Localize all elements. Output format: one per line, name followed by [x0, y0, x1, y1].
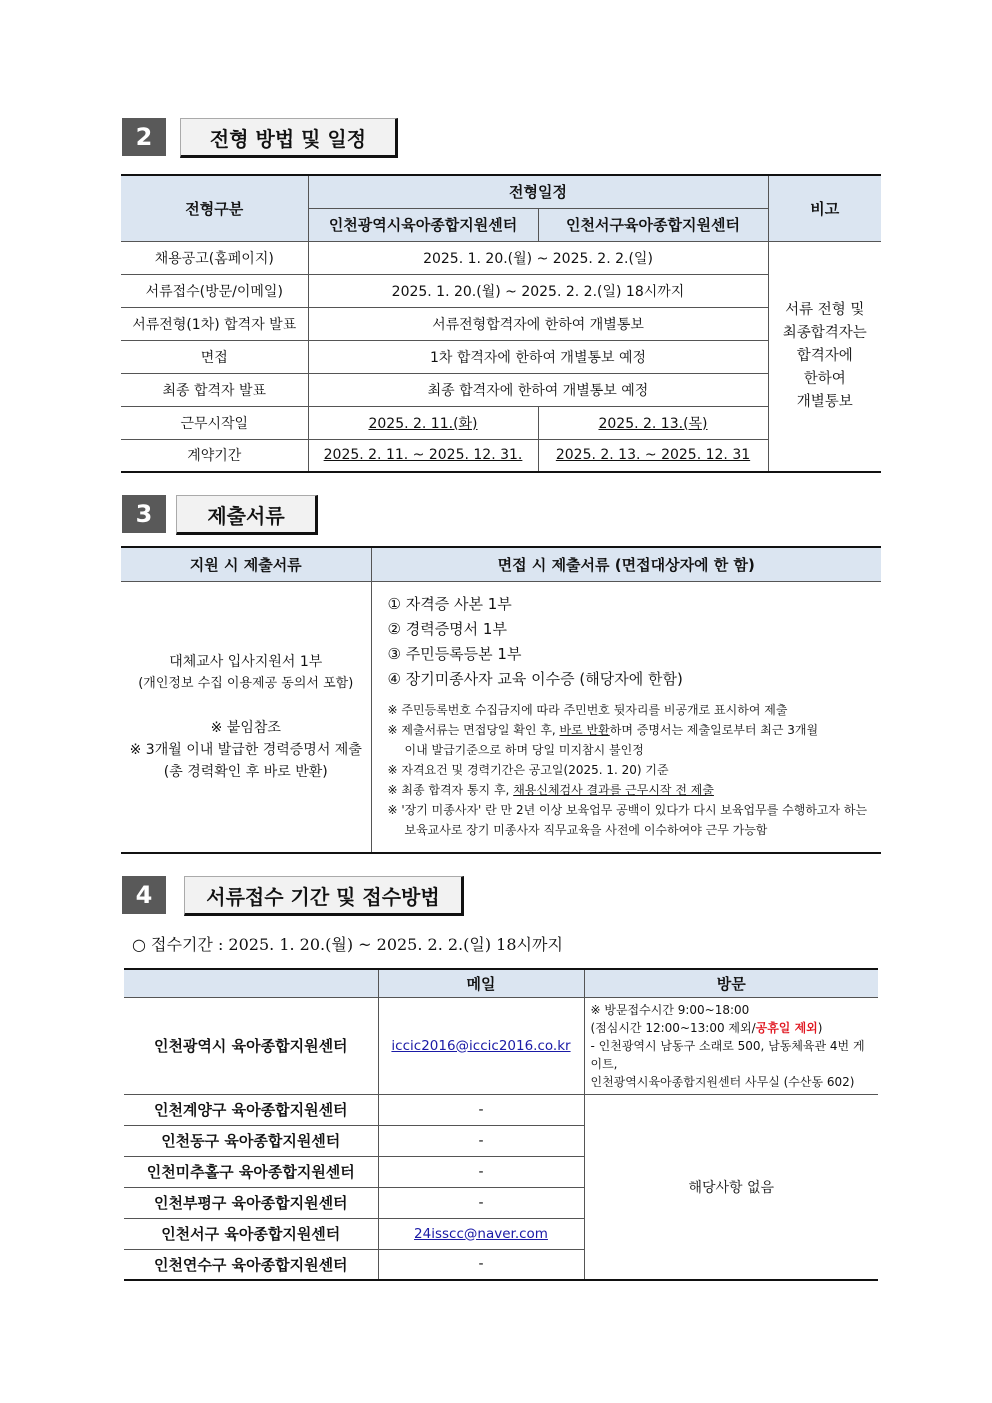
note-line: ※ 자격요건 및 경력기간은 공고일(2025. 1. 20) 기준 — [387, 762, 669, 777]
mail-link[interactable]: iccic2016@iccic2016.co.kr — [391, 1037, 571, 1054]
mail-link[interactable]: 24isscc@naver.com — [414, 1225, 548, 1242]
remark-line: 서류 전형 및 — [785, 301, 865, 318]
start-date-center2: 2025. 2. 13.(목) — [538, 406, 768, 439]
row-schedule: 최종 합격자에 한하여 개별통보 예정 — [308, 373, 768, 406]
table-row — [124, 997, 878, 1094]
section-title: 전형 방법 및 일정 — [180, 118, 398, 158]
apply-doc-line: (개인정보 수집 이용제공 동의서 포함) — [138, 675, 354, 691]
note-line: 보육교사로 장기 미종사자 직무교육을 사전에 이수하여야 근무 가능함 — [404, 822, 768, 837]
remark-cell — [768, 241, 881, 472]
center-name: 인천부평구 육아종합지원센터 — [124, 1187, 378, 1218]
contract-center1: 2025. 2. 11. ~ 2025. 12. 31. — [308, 439, 538, 472]
header-type: 전형구분 — [121, 175, 308, 241]
section-title: 서류접수 기간 및 접수방법 — [184, 876, 464, 916]
doc-item: ② 경력증명서 1부 — [387, 619, 507, 638]
interview-docs-cell — [371, 581, 881, 853]
section-number: 3 — [122, 495, 166, 533]
mail-cell — [378, 1218, 584, 1249]
mail-value: - — [378, 1094, 584, 1125]
table-row — [121, 373, 881, 406]
center-name: 인천서구 육아종합지원센터 — [124, 1218, 378, 1249]
note-line: ※ 최종 합격자 통지 후, 채용신체검사 결과를 근무시작 전 제출 — [387, 782, 714, 797]
section-number: 4 — [122, 876, 166, 914]
header-empty — [124, 969, 378, 997]
doc-item: ③ 주민등록등본 1부 — [387, 644, 522, 663]
table-row — [121, 241, 881, 274]
row-type: 계약기간 — [121, 439, 308, 472]
row-schedule: 1차 합격자에 한하여 개별통보 예정 — [308, 340, 768, 373]
apply-doc-note: ※ 붙임참조 — [210, 719, 281, 736]
doc-item: ① 자격증 사본 1부 — [387, 594, 512, 613]
row-schedule: 서류전형합격자에 한하여 개별통보 — [308, 307, 768, 340]
header-center2: 인천서구육아종합지원센터 — [538, 208, 768, 241]
mail-value: - — [378, 1187, 584, 1218]
table-row — [121, 307, 881, 340]
table-row — [121, 406, 881, 439]
row-type: 최종 합격자 발표 — [121, 373, 308, 406]
table-row — [121, 274, 881, 307]
header-schedule: 전형일정 — [308, 175, 768, 208]
header-visit: 방문 — [584, 969, 878, 997]
remark-line: 한하여 — [803, 370, 846, 387]
note-line: ※ 주민등록번호 수집금지에 따라 주민번호 뒷자리를 비공개로 표시하여 제출 — [387, 702, 788, 717]
visit-line: - 인천광역시 남동구 소래로 500, 남동체육관 4번 게이트, — [590, 1038, 865, 1071]
section-title: 제출서류 — [176, 495, 318, 535]
table-row — [121, 439, 881, 472]
contract-center2: 2025. 2. 13. ~ 2025. 12. 31 — [538, 439, 768, 472]
mail-value: - — [378, 1249, 584, 1280]
row-schedule: 2025. 1. 20.(월) ~ 2025. 2. 2.(일) — [308, 241, 768, 274]
visit-line: (점심시간 12:00~13:00 제외/공휴일 제외) — [590, 1020, 823, 1035]
center-name: 인천동구 육아종합지원센터 — [124, 1125, 378, 1156]
documents-table — [121, 546, 881, 854]
row-type: 면접 — [121, 340, 308, 373]
table-row — [124, 1094, 878, 1125]
header-mail: 메일 — [378, 969, 584, 997]
header-remark: 비고 — [768, 175, 881, 241]
mail-value: - — [378, 1125, 584, 1156]
note-line: 이내 발급기준으로 하며 당일 미지참시 불인정 — [404, 742, 644, 757]
remark-line: 합격자에 — [796, 347, 853, 364]
mail-cell — [378, 997, 584, 1094]
start-date-center1: 2025. 2. 11.(화) — [308, 406, 538, 439]
remark-line: 최종합격자는 — [782, 324, 867, 341]
center-name: 인천연수구 육아종합지원센터 — [124, 1249, 378, 1280]
mail-value: - — [378, 1156, 584, 1187]
application-period: ○ 접수기간 : 2025. 1. 20.(월) ~ 2025. 2. 2.(일) 18시까지 — [132, 935, 563, 954]
visit-info — [584, 997, 878, 1094]
header-center1: 인천광역시육아종합지원센터 — [308, 208, 538, 241]
apply-docs-cell — [121, 581, 371, 853]
center-name: 인천광역시 육아종합지원센터 — [124, 997, 378, 1094]
table-row — [121, 340, 881, 373]
apply-doc-line: 대체교사 입사지원서 1부 — [169, 653, 323, 670]
apply-doc-note: ※ 3개월 이내 발급한 경력증명서 제출 — [129, 741, 362, 758]
remark-line: 개별통보 — [796, 393, 853, 410]
section-number: 2 — [122, 118, 166, 156]
center-name: 인천미추홀구 육아종합지원센터 — [124, 1156, 378, 1187]
row-type: 채용공고(홈페이지) — [121, 241, 308, 274]
visit-none: 해당사항 없음 — [584, 1094, 878, 1280]
visit-line: 인천광역시육아종합지원센터 사무실 (수산동 602) — [590, 1074, 855, 1089]
note-line: ※ '장기 미종사자' 란 만 2년 이상 보육업무 공백이 있다가 다시 보육업무를 수행하고자 하는 — [387, 802, 868, 817]
header-interview-docs: 면접 시 제출서류 (면접대상자에 한 함) — [371, 547, 881, 581]
note-line: ※ 제출서류는 면접당일 확인 후, 바로 반환하며 증명서는 제출일로부터 최근 3개월 — [387, 722, 819, 737]
row-type: 근무시작일 — [121, 406, 308, 439]
row-type: 서류전형(1차) 합격자 발표 — [121, 307, 308, 340]
apply-doc-note: (총 경력확인 후 바로 반환) — [163, 763, 328, 780]
center-name: 인천계양구 육아종합지원센터 — [124, 1094, 378, 1125]
row-schedule: 2025. 1. 20.(월) ~ 2025. 2. 2.(일) 18시까지 — [308, 274, 768, 307]
selection-schedule-table — [121, 174, 881, 473]
application-method-table — [124, 968, 878, 1281]
row-type: 서류접수(방문/이메일) — [121, 274, 308, 307]
header-apply-docs: 지원 시 제출서류 — [121, 547, 371, 581]
visit-line: ※ 방문접수시간 9:00~18:00 — [590, 1002, 750, 1017]
doc-item: ④ 장기미종사자 교육 이수증 (해당자에 한함) — [387, 669, 683, 688]
